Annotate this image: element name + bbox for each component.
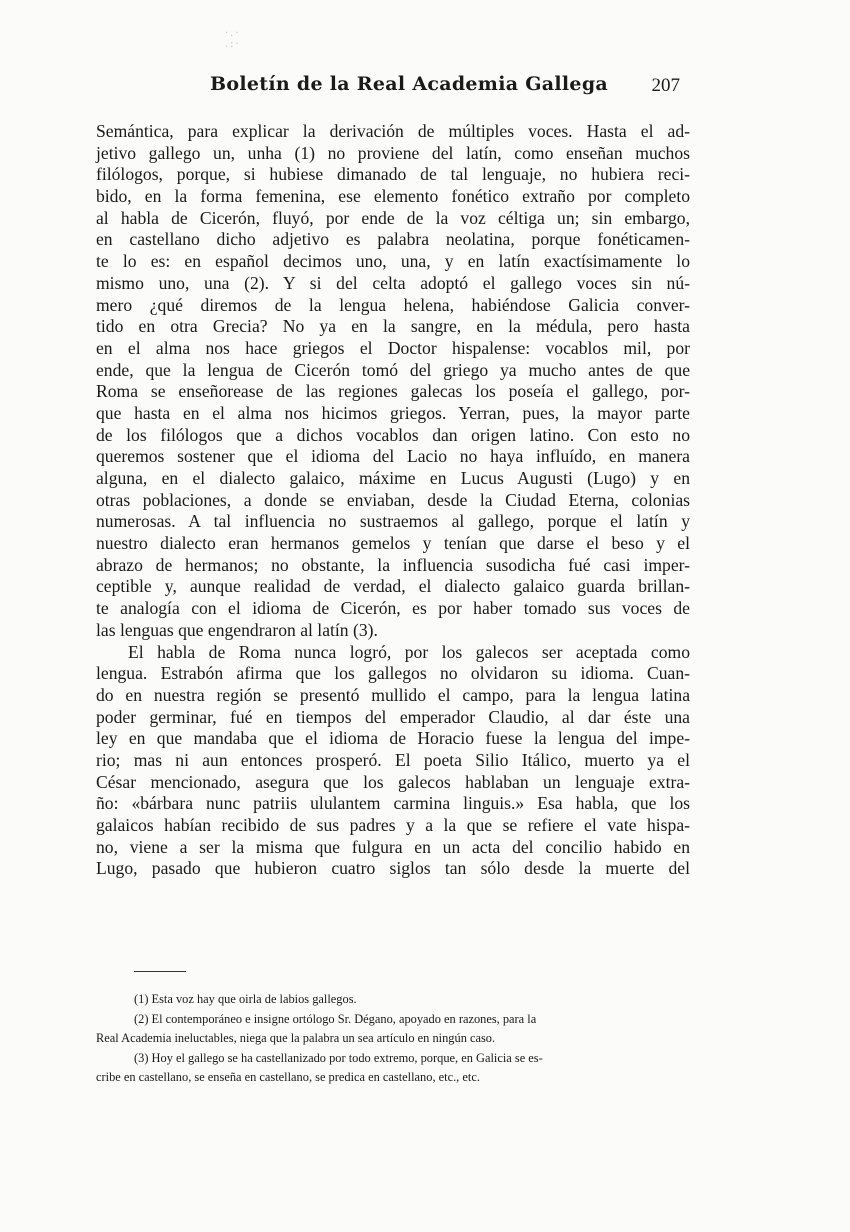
text-line: ende, que la lengua de Cicerón tomó del griego ya mucho antes de que — [96, 359, 690, 380]
text-line: abrazo de hermanos; no obstante, la influencia susodicha fué casi imper- — [96, 554, 690, 575]
text-line: Lugo, pasado que hubieron cuatro siglos tan sólo desde la muerte del — [96, 858, 690, 879]
paragraph-start-line: El habla de Roma nunca logró, por los galecos ser aceptada como — [128, 641, 690, 662]
text-line: César mencionado, asegura que los galecos hablaban un lenguaje extra- — [96, 771, 690, 792]
footnote-1: (1) Esta voz hay que oirla de labios gallegos. — [134, 992, 357, 1006]
footnote-3: (3) Hoy el gallego se ha castellanizado por todo extremo, porque, en Galicia se es- — [134, 1050, 543, 1065]
footnote-3-continued: cribe en castellano, se enseña en castellano, se predica en castellano, etc., etc. — [96, 1070, 480, 1084]
text-line: Roma se enseñorease de las regiones galecas los poseía el gallego, por- — [96, 381, 690, 402]
text-line: que hasta en el alma nos hicimos griegos. Yerran, pues, la mayor parte — [96, 402, 690, 423]
text-line: ceptible y, aunque realidad de verdad, el dialecto galaico guarda brillan- — [96, 576, 690, 597]
footnotes — [96, 990, 690, 1088]
body-text — [96, 121, 690, 880]
running-header — [210, 73, 680, 103]
text-line: queremos sostener que el idioma del Lacio no haya influído, en manera — [96, 446, 690, 467]
text-line: te lo es: en español decimos uno, una, y en latín exactísimamente lo — [96, 251, 690, 272]
text-line: ley en que mandaba que el idioma de Horacio fuese la lengua del impe- — [96, 728, 690, 749]
text-line: numerosas. A tal influencia no sustraemos al gallego, porque el latín y — [96, 511, 690, 532]
footnote-divider — [134, 971, 186, 972]
text-line: en castellano dicho adjetivo es palabra neolatina, porque fonéticamen- — [96, 229, 690, 250]
text-line: en el alma nos hace griegos el Doctor hispalense: vocablos mil, por — [96, 337, 690, 358]
text-line: al habla de Cicerón, fluyó, por ende de la voz céltiga un; sin embargo, — [96, 207, 690, 228]
text-line: tido en otra Grecia? No ya en la sangre, en la médula, pero hasta — [96, 316, 690, 337]
text-line: filólogos, porque, si hubiese dimanado de tal lenguaje, no hubiera reci- — [96, 164, 690, 185]
paragraph-end-line: las lenguas que engendraron al latín (3). — [96, 619, 378, 640]
text-line: mero ¿qué diremos de la lengua helena, habiéndose Galicia conver- — [96, 294, 690, 315]
text-line: poder germinar, fué en tiempos del emperador Claudio, al dar éste una — [96, 706, 690, 727]
text-line: galaicos habían recibido de sus padres y a la que se refiere el vate hispa- — [96, 815, 690, 835]
text-line: Semántica, para explicar la derivación de múltiples voces. Hasta el ad- — [96, 121, 690, 141]
text-line: de los filólogos que a dichos vocablos dan origen latino. Con esto no — [96, 424, 690, 445]
text-line: bido, en la forma femenina, ese elemento fonético extraño por completo — [96, 186, 690, 207]
text-line: no, viene a ser la misma que fulgura en un acta del concilio habido en — [96, 836, 690, 857]
footnote-2: (2) El contemporáneo e insigne ortólogo Sr. Dégano, apoyado en razones, para la — [134, 1011, 537, 1026]
page-number: 207 — [651, 75, 680, 96]
text-line: do en nuestra región se presentó mullido el campo, para la lengua latina — [96, 684, 690, 705]
text-line: jetivo gallego un, unha (1) no proviene del latín, como enseñan muchos — [96, 142, 690, 163]
journal-title: Boletín de la Real Academia Gallega — [210, 73, 609, 95]
text-line: ño: «bárbara nunc patriis ululantem carmina linguis.» Esa habla, que los — [96, 793, 690, 814]
text-line: lengua. Estrabón afirma que los gallegos no olvidaron su idioma. Cuan- — [96, 663, 690, 684]
footnote-2-continued: Real Academia ineluctables, niega que la palabra un sea artículo en ningún caso. — [96, 1031, 496, 1045]
text-line: rio; mas ni aun entonces prosperó. El poeta Silio Itálico, muerto ya el — [96, 749, 690, 770]
paper-specks: ·.· .:· — [225, 28, 241, 50]
text-line: te analogía con el idioma de Cicerón, es por haber tomado sus voces de — [96, 598, 690, 619]
text-line: nuestro dialecto eran hermanos gemelos y tenían que darse el beso y el — [96, 533, 690, 554]
text-line: alguna, en el dialecto galaico, máxime en Lucus Augusti (Lugo) y en — [96, 468, 690, 488]
text-line: mismo uno, una (2). Y si del celta adoptó el gallego voces sin nú- — [96, 272, 690, 293]
text-line: otras poblaciones, a donde se enviaban, desde la Ciudad Eterna, colonias — [96, 489, 690, 510]
